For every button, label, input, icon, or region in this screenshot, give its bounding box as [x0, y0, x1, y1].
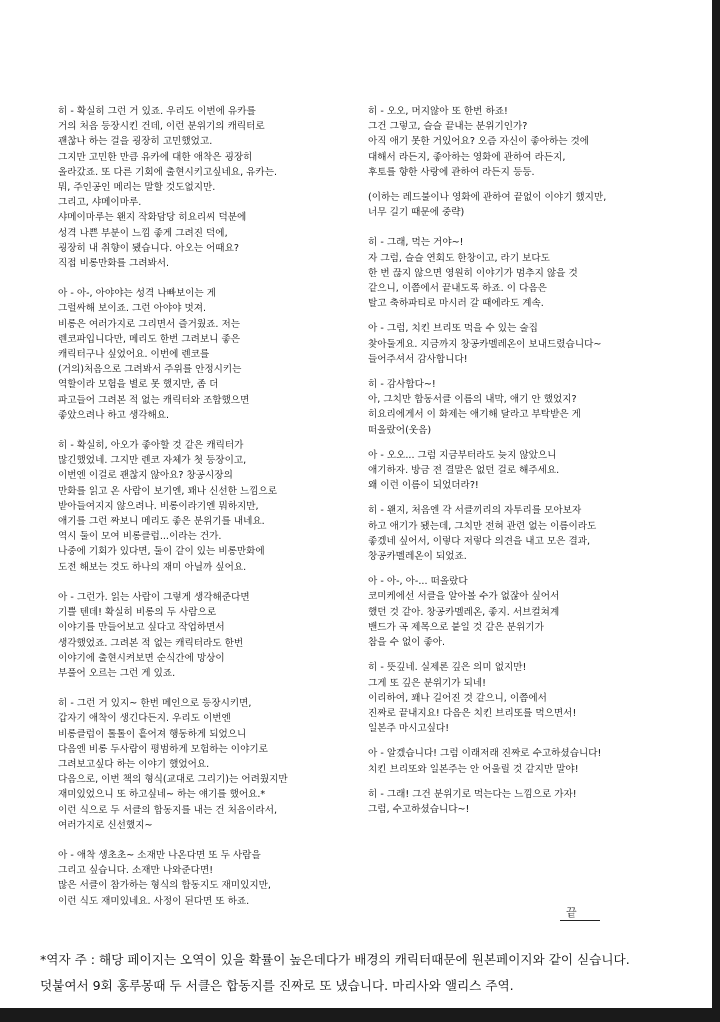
dialogue-paragraph: 아 - 오오... 그럼 지금부터라도 늦지 않았으니 애기하자. 방금 전 결말은 없던 걸로 해주세요. 왜 이런 이름이 되었더라?! [368, 449, 560, 492]
right-text-column [368, 104, 664, 832]
signature-underline [560, 920, 600, 921]
dialogue-paragraph: (이하는 레드불이나 영화에 관하여 끝없이 이야기 했지만, 너무 길기 때문에 중략) [368, 192, 607, 219]
dialogue-paragraph: 히 - 그래! 그건 분위기로 먹는다는 느낌으로 가자! 그럼, 수고하셨습니다~! [368, 788, 577, 815]
left-text-column [58, 104, 358, 924]
dialogue-paragraph: 히 - 뜻깊네. 실제론 깊은 의미 없지만! 그게 또 깊은 분위기가 되네! 이리하여, 꽤나 길어진 것 같으니, 이쯤에서 진짜로 끝내지요! 다음은 치킨 브리또를 먹으면서! 일본주 마시고싶다! [368, 662, 577, 735]
dialogue-paragraph: 히 - 왠지, 처음엔 각 서클끼리의 자투리를 모아보자 하고 애기가 됐는데, 그치만 전혀 관련 없는 이름이라도 좋겠네 싶어서, 이렇다 저렇다 의견을 내고 모은 결과, 창공카멜레온이 되었죠. [368, 505, 597, 563]
dialogue-paragraph: 히 - 그런 거 있지~ 한번 메인으로 등장시키면, 갑자기 애착이 생긴다든지. 우리도 이번엔 비롱클럽이 톨톨이 흩어져 행동하게 되었으니 다음엔 비롱 두사람이 평범하게 모험하는 이야기로 그려보고싶다 하는 이야기 했었어요. 다음으로, 이번 책의 형식(교대로 그리기)는 어려웠지만 재미있었으니 또 하고싶네~ 하는 얘기를 했어요.* 이런 식으로 두 서클의 합동지를 내는 건 처음이라서, 여러가지로 신선했지~ [58, 698, 288, 831]
dialogue-paragraph: 히 - 확실히 그런 거 있죠. 우리도 이번에 유카를 거의 처음 등장시킨 건데, 이런 분위기의 캐릭터로 괜찮나 하는 걸을 굉장히 고민했었고. 그지만 고민한 만큼 유카에 대한 애착은 굉장히 올라갔죠. 또 다른 기회에 출현시키고싶네요, 유카는. 뭐, 주인공인 메리는 말할 것도없지만. 그리고, 샤메이마루. 샤메이마루는 왠지 작화담당 히요리씨 덕분에 성격 나쁜 부분이 느낌 좋게 그려진 덕에, 굉장히 내 취향이 됐습니다. 아오는 어때요? 직접 비롱만화를 그려봐서. [58, 106, 278, 270]
dialogue-paragraph: 아 - 그런가. 읽는 사람이 그렇게 생각해준다면 기쁠 텐데! 확실히 비롱의 두 사람으로 이야기를 만들어보고 싶다고 작업하면서 생각했었죠. 그려본 적 없는 캐릭터라도 한번 이야기에 출현시켜보면 순식간에 망상이 부풀어 오르는 그런 게 있죠. [58, 591, 250, 679]
dialogue-paragraph: 아 - 아-, 아-... 떠올랐다 코미케에선 서클을 알아볼 수가 없잖아 싶어서 했던 것 같아. 창공카멜레온, 좋지. 서브컬쳐계 밴드가 곡 제목으로 붙일 것 같은 분위기가 참을 수 없이 좋아. [368, 576, 560, 649]
end-signature: 끝 [566, 906, 577, 919]
dialogue-paragraph: 히 - 그래, 먹는 거야~! 자 그럼, 슬슬 연회도 한창이고, 라기 보다도 한 번 끊지 않으면 영원히 이야기가 멈추지 않을 것 같으니, 이쯤에서 끝내도록 하죠. 이 다음은 탈고 축하파티로 마시러 갈 때에라도 계속. [368, 237, 578, 310]
page-edge-right [712, 0, 720, 1022]
dialogue-paragraph: 히 - 오오, 머지않아 또 한번 하죠! 그건 그렇고, 슬슬 끝내는 분위기인가? 아직 애기 못한 거있어요? 오즘 자신이 좋아하는 것에 대해서 라든지, 좋아하는 영화에 관하여 라든지, 후토를 향한 사랑에 관하여 라든지 등등. [368, 106, 590, 178]
dialogue-paragraph: 아 - 그럼, 치킨 브리또 먹을 수 있는 술집 찾아둘게요. 지금까지 창공카멜레온이 보내드렸습니다~ 들어주셔서 감사합니다! [368, 323, 602, 365]
dialogue-paragraph: 히 - 감사합다~! 아, 그치만 합동서클 이름의 내막, 애기 안 했었지? 히요리에게서 이 화제는 애기해 달라고 부탁받은 게 떠올랐어(웃음) [368, 379, 581, 436]
dialogue-paragraph: 아 - 아-, 아야야는 성격 나빠보이는 게 그럴싸해 보이죠. 그런 아야야 멋져. 비롱은 여러가지로 그리면서 즐거웠죠. 저는 렌코파입니다만, 메리도 한번 그려보니 좋은 캐릭터구나 싶었어요. 이번에 렌코를 (거의)처음으로 그려봐서 주위를 안정시키는 역할이라 모험을 별로 못 했지만, 좀 더 파고들어 그려본 적 없는 캐릭터와 조합했으면 좋았으려나 하고 생각해요. [58, 288, 250, 421]
page-edge-bottom [0, 1008, 720, 1022]
dialogue-paragraph: 아 - 애착 생초초~ 소재만 나온다면 또 두 사람을 그리고 싶습니다. 소재만 나와준다면! 많은 서클이 참가하는 형식의 합동지도 재미있지만, 이런 식도 재미있네요. 사정이 된다면 또 하죠. [58, 849, 271, 907]
dialogue-paragraph: 아 - 알겠습니다! 그럼 이래저래 진짜로 수고하셨습니다! 치킨 브리또와 일본주는 안 어울릴 것 같지만 말야! [368, 748, 602, 775]
dialogue-paragraph: 히 - 확실히, 아오가 좋아할 것 같은 캐릭터가 많긴했었네. 그지만 렌코 자체가 첫 등장이고, 이번엔 이걸로 괜찮지 않아요? 창공시장의 만화를 읽고 온 사람이 보기엔, 꽤나 신선한 느낌으로 받아들여지지 않으려나. 비롱이라기엔 뭐하지만, 애기를 그런 짜보니 메리도 좋은 분위기를 내네요. 역시 둘이 모여 비롱클럽...이라는 건가. 나중에 기회가 있다면, 둘이 같이 있는 비롱만화에 도전 해보는 것도 하나의 재미 아닐까 싶어요. [58, 440, 278, 573]
translator-footnote: *역자 주 : 해당 페이지는 오역이 있을 확률이 높은데다가 배경의 캐릭터때문에 원본페이지와 같이 싣습니다. 덧붙여서 9회 홍루몽때 두 서클은 합동지를 진짜로 또 냈습니다. 마리사와 앨리스 주역. [40, 952, 630, 993]
